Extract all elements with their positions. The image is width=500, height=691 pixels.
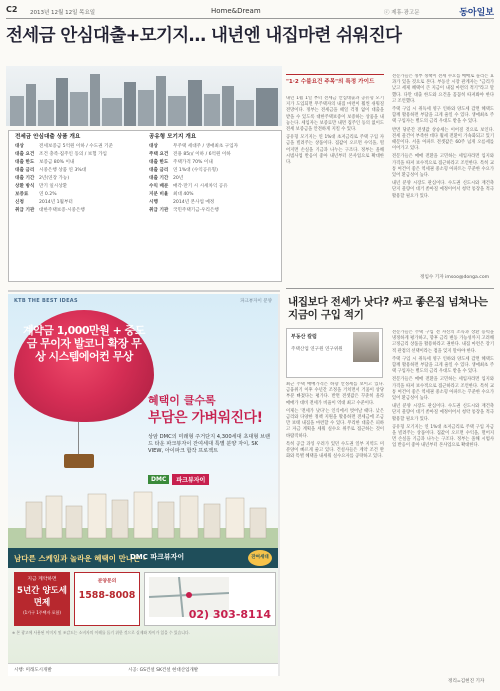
columnist-box <box>286 328 383 378</box>
info-value: 최대 40% <box>173 191 194 197</box>
tip-label: "1·2 수불요건 주목"의 특정 가이드 <box>286 74 384 94</box>
city-skyline-photo <box>6 66 282 126</box>
info-key: 취급 기관 <box>149 207 169 213</box>
apartment-complex-illustration <box>8 488 280 548</box>
info-value: 20년 <box>173 176 184 182</box>
column-body-1 <box>286 382 384 672</box>
info-value: 시중은행 상품 연 3%대 <box>39 168 87 174</box>
info-key: 대출 금리 <box>15 168 35 174</box>
info-value: 2014년 1월부터 <box>39 199 73 205</box>
info-key: 신청 <box>15 199 24 205</box>
article-column-1 <box>286 96 384 284</box>
article-paragraph: 이제는 '전세가 낫다'는 인식에서 벗어날 때다. 낮은 금리와 다양한 정책 지원을 활용하면 전세금에 조금만 보태 내집을 마련할 수 있다. 무리한 대출은 피하고 자금 계획을 세워 실수요 위주로 접근하는 것이 바람직하다. <box>286 408 384 439</box>
info-value: 전세보증금 5억원 이하 / 수도권 기준 <box>39 144 113 150</box>
info-value: 2014년 본사업 예정 <box>173 199 215 205</box>
safe-loan-table <box>15 134 141 216</box>
band-text: 남다른 스케일과 놀라운 혜택이 만나는 - <box>14 554 147 563</box>
ad-description: 상암 DMC의 미래형 주거단지 4,300세대 초대형 브랜드 타운 파크뷰자이 잔여세대 특별 분양 자이, SK VIEW, 아이파크 합작 프로젝트 <box>148 434 271 454</box>
dmc-mark: DMC <box>148 475 169 484</box>
balloon-rope <box>78 422 79 456</box>
info-key: 대상 <box>149 144 158 150</box>
ad-footnote: ※ 본 광고에 사용된 이미지 및 조감도는 소비자의 이해를 돕기 위한 것으로 실제와 차이가 있을 수 있습니다. <box>12 630 190 635</box>
dmc-name: 파크뷰자이 <box>172 474 209 485</box>
inquiry-box <box>74 572 140 626</box>
info-key: 지분 비율 <box>149 191 169 197</box>
columnist-name: 주택산업 연구원 연구위원 <box>291 347 343 352</box>
shared-mortgage-table <box>149 134 275 216</box>
info-value: 대한주택보증·시중은행 <box>39 207 85 213</box>
info-value: 만기 일시상환 <box>39 183 68 189</box>
balloon-basket <box>64 454 94 468</box>
article-paragraph: 내년 1월 1일 부터 전세금 안심대출과 공유형 모기지가 도입되면 무주택자의 내집 마련이 훨씬 쉬워질 전망이다. 정부는 전세금을 떼일 걱정 없이 대출을 받을 수 있도록 대한주택보증이 보증하는 상품을 내놓는다. 세입자는 보증료만 내면 집주인 동의 없이도 전세 보증금을 안전하게 지킬 수 있다. <box>286 96 384 133</box>
info-value: 보증금 80% 이내 <box>39 160 75 166</box>
page-headline: 전세금 안심대출+모기지… 내년엔 내집마련 쉬워진다 <box>6 26 402 46</box>
inquiry-label: 분양문의 <box>97 579 117 584</box>
location-map <box>144 572 276 626</box>
info-value: 주택가격 70% 이내 <box>173 160 213 166</box>
info-key: 시행 <box>149 199 158 205</box>
column-body-2 <box>392 330 494 670</box>
info-key: 보증료 <box>15 191 29 197</box>
ad-slogan-2: 부담은 가벼워진다! <box>148 410 263 426</box>
info-value: 연 0.2% <box>39 191 57 197</box>
columnist-label: 부동산 칼럼 <box>291 334 317 340</box>
info-value: 조건 충족·집주인 동의 / 보험 가입 <box>39 152 107 158</box>
byline-bottom: 정리=김현진 기자 <box>448 679 485 684</box>
map-phone: 02) 303-8114 <box>188 608 271 621</box>
dmc-brand <box>148 474 209 485</box>
columnist-photo <box>353 332 379 362</box>
article-paragraph: 전문가들은 주택 구입 전 자신의 소득과 상환 능력을 냉정하게 평가하고, 향후 금리 변동 가능성까지 고려해 고정금리 상품을 활용하라고 권한다. 내집 마련은 장기적 관점의 선택이라는 점을 잊지 말아야 한다. <box>392 330 494 354</box>
article-paragraph: 전문가들은 매매 전환을 고민하는 세입자라면 입지와 가격을 따져 보수적으로 접근하라고 조언한다. 특히 교통 여건이 좋은 역세권 중소형 아파트는 꾸준한 수요가 있어 환금성이 높다. <box>392 154 494 179</box>
article-paragraph: 내년 분양 시장도 관심이다. 수도권 신도시와 재건축 단지 물량이 대거 쏟아질 예정이어서 청약 통장을 적극 활용할 필요가 있다. <box>392 404 494 422</box>
info-key: 대출 기간 <box>15 176 35 182</box>
info-value: 연 1%대 (수익공유형) <box>173 168 218 174</box>
section-name: Home&Dream <box>211 7 261 15</box>
info-value: 매각·만기 시 시세차익 공유 <box>173 183 228 189</box>
byline-top: 정임수 기자 imsoo@donga.com <box>420 275 490 280</box>
band-logo: DMC 파크뷰자이 <box>130 553 185 561</box>
issue-date: 2013년 12월 12일 목요일 <box>30 10 96 16</box>
band-badge: 잔여세대 <box>248 550 272 566</box>
article-paragraph: 전문가들은 매매 전환을 고민하는 세입자라면 입지와 가격을 따져 보수적으로 접근하라고 조언한다. 특히 교통 여건이 좋은 역세권 중소형 아파트는 꾸준한 수요가 있어 환금성이 높다. <box>392 377 494 402</box>
ad-constructor: 시공: GS건설 SK건설 현대산업개발 <box>128 668 199 673</box>
info-key: 취급 기관 <box>15 207 35 213</box>
shared-mortgage-title: 공유형 모기지 개요 <box>149 134 197 140</box>
info-key: 주택 요건 <box>149 152 169 158</box>
ad-bottom-band <box>8 548 280 568</box>
article-paragraph: 특히 공급 과잉 우려가 있던 수도권 일부 지역도 미분양이 빠르게 줄고 있다. 건설사들은 계약 조건 완화와 특별 혜택을 내세워 실수요자를 공략하고 있다. <box>286 441 384 460</box>
article-paragraph: 공유형 모기지는 연 1%대 초저금리로 주택 구입 자금을 빌려주는 상품이다. 집값이 오르면 수익을, 떨어지면 손실을 기금과 나누는 구조다. 정부는 올해 시범사업 반응이 좋아 내년부터 본사업으로 확대한다. <box>392 424 494 449</box>
page-header <box>6 4 494 19</box>
section-divider <box>286 288 494 289</box>
info-key: 대출 기간 <box>149 176 169 182</box>
info-key: 대출 한도 <box>149 160 169 166</box>
loan-info-box <box>8 130 282 282</box>
ad-top-tag: KTB THE BEST IDEAS <box>14 298 78 304</box>
column-headline: 내집보다 전세가 낫다? 싸고 좋은집 넘쳐나는 지금이 구입 적기 <box>288 296 488 321</box>
balloon-text: 계약금 1,000만원 + 중도금 무이자 발코니 확장 무상 시스템에어컨 무상 <box>23 324 145 363</box>
article-paragraph: 공유형 모기지는 연 1%대 초저금리로 주택 구입 자금을 빌려주는 상품이다. 집값이 오르면 수익을, 떨어지면 손실을 기금과 나누는 구조다. 정부는 올해 시범사업 반응이 좋아 내년부터 본사업으로 확대한다. <box>286 135 384 166</box>
newspaper-logo: 동아일보 <box>459 8 494 18</box>
ad-slogan-1: 혜택이 클수록 <box>148 394 216 407</box>
info-key: 상환 방식 <box>15 183 35 189</box>
ad-footer-bar <box>8 663 280 676</box>
ad-top-right: 파크뷰자이 분양 <box>240 299 272 304</box>
ad-separator <box>8 290 280 292</box>
info-value: 전용 85㎡ 이하 / 6억원 이하 <box>173 152 231 158</box>
article-paragraph: 주택 구입 시 취득세 영구 인하와 양도세 감면 혜택도 함께 활용하면 부담을 크게 줄일 수 있다. 생애최초 주택 구입자는 별도의 금리 우대도 받을 수 있다. <box>392 107 494 125</box>
article-column-2 <box>392 74 494 272</box>
article-paragraph: 전문가들은 정부 정책이 전세 수요를 매매로 돌리는 효과가 있을 것으로 본다. 부동산 시장 관계자는 "금리가 낮고 세제 혜택이 큰 지금이 내집 마련의 적기"라고 말했다. 다만 대출 한도와 요건을 꼼꼼히 따져봐야 한다고 조언했다. <box>392 74 494 104</box>
article-paragraph: 내년 분양 시장도 관심이다. 수도권 신도시와 재건축 단지 물량이 대거 쏟아질 예정이어서 청약 통장을 적극 활용할 필요가 있다. <box>392 181 494 199</box>
info-key: 수익 배분 <box>149 183 169 189</box>
apartment-advertisement <box>8 294 280 676</box>
tax-line-2: 5년간 양도세 면제 <box>17 586 67 608</box>
ad-note: ⓒ 제휴·광고문 <box>384 10 420 16</box>
info-key: 대출 금리 <box>149 168 169 174</box>
safe-loan-title: 전세금 안심대출 상품 개요 <box>15 134 81 140</box>
article-paragraph: 주택 구입 시 취득세 영구 인하와 양도세 감면 혜택도 함께 활용하면 부담을 크게 줄일 수 있다. 생애최초 주택 구입자는 별도의 금리 우대도 받을 수 있다. <box>392 356 494 375</box>
article-paragraph: 최근 주택 매매가격은 하향 안정세를 보이고 있다. 금융위기 이후 수년간 조정을 거치면서 거품이 상당 부분 빠졌다는 평가다. 반면 전셋값은 꾸준히 올라 매매가 대비 전세가 비율이 역대 최고 수준이다. <box>286 382 384 406</box>
page-number: C2 <box>6 5 18 14</box>
article-paragraph: 반면 당분간 전셋값 상승세는 이어질 것으로 보인다. 전세 물건이 부족한 데다 월세 전환이 가속화되고 있기 때문이다. 서울 아파트 전셋값은 60주 넘게 오름세를 이어가고 있다. <box>392 127 494 152</box>
tax-line-3: (1가구 1주택자 포함) <box>23 610 61 615</box>
info-key: 대출 한도 <box>15 160 35 166</box>
info-value: 국민주택기금·우리은행 <box>173 207 219 213</box>
ad-edge-strip <box>278 294 280 676</box>
tax-benefit-box <box>14 572 70 626</box>
info-value: 무주택 세대주 / 생애최초 구입자 <box>173 144 239 150</box>
ad-developer: 시행: 미래도시개발 <box>14 668 52 673</box>
info-key: 대출 요건 <box>15 152 35 158</box>
info-key: 대상 <box>15 144 24 150</box>
info-value: 2년(연장 가능) <box>39 176 70 182</box>
tax-line-1: 지금 계약하면 <box>27 577 57 582</box>
inquiry-phone: 1588-8008 <box>78 590 136 601</box>
